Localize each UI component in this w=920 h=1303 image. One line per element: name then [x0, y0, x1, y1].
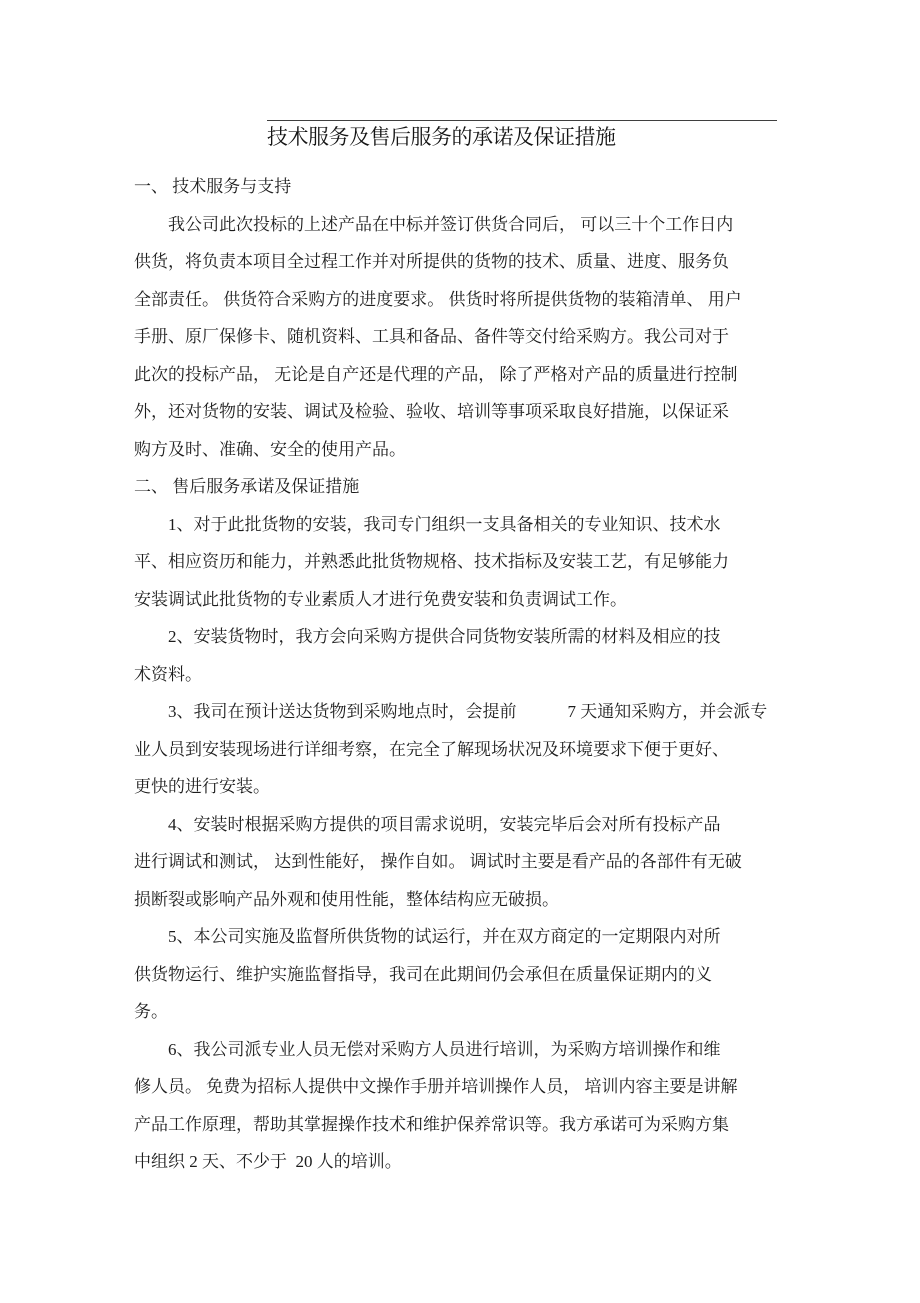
document-line: 业人员到安装现场进行详细考察，在完全了解现场状况及环境要求下便于更好、	[134, 739, 729, 759]
document-title: 技术服务及售后服务的承诺及保证措施	[267, 125, 616, 149]
document-line: 产品工作原理，帮助其掌握操作技术和维护保养常识等。我方承诺可为采购方集	[134, 1114, 729, 1134]
document-line: 外，还对货物的安装、调试及检验、验收、培训等事项采取良好措施，以保证采	[134, 402, 729, 421]
document-line: 安装调试此批货物的专业素质人才进行免费安装和负责调试工作。	[134, 589, 627, 609]
document-line: 平、相应资历和能力，并熟悉此批货物规格、技术指标及安装工艺，有足够能力	[134, 552, 729, 571]
document-line: 损断裂或影响产品外观和使用性能，整体结构应无破损。	[134, 889, 559, 909]
document-line: 4、安装时根据采购方提供的项目需求说明，安装完毕后会对所有投标产品	[168, 814, 721, 834]
document-line: 购方及时、准确、安全的使用产品。	[134, 439, 406, 459]
document-line: 5、本公司实施及监督所供货物的试运行，并在双方商定的一定期限内对所	[168, 927, 721, 946]
document-line: 更快的进行安装。	[134, 777, 270, 796]
document-line: 全部责任。 供货符合采购方的进度要求。 供货时将所提供货物的装箱清单、 用户	[134, 289, 742, 309]
document-body	[134, 168, 794, 1181]
document-line: 此次的投标产品， 无论是自产还是代理的产品， 除了严格对产品的质量进行控制	[134, 364, 738, 384]
document-line: 2、安装货物时，我方会向采购方提供合同货物安装所需的材料及相应的技	[168, 627, 721, 646]
document-line: 进行调试和测试， 达到性能好， 操作自如。 调试时主要是看产品的各部件有无破	[134, 852, 742, 871]
document-line: 修人员。 免费为招标人提供中文操作手册并培训操作人员， 培训内容主要是讲解	[134, 1077, 738, 1096]
document-line: 中组织 2 天、不少于 20 人的培训。	[134, 1152, 402, 1171]
document-line: 供货，将负责本项目全过程工作并对所提供的货物的技术、质量、进度、服务负	[134, 252, 729, 271]
title-top-rule	[267, 120, 777, 121]
document-line: 二、 售后服务承诺及保证措施	[134, 477, 360, 496]
document-line: 6、我公司派专业人员无偿对采购方人员进行培训，为采购方培训操作和维	[168, 1039, 721, 1059]
document-line: 我公司此次投标的上述产品在中标并签订供货合同后， 可以三十个工作日内	[168, 214, 734, 234]
document-line: 手册、原厂保修卡、随机资料、工具和备品、备件等交付给采购方。我公司对于	[134, 327, 729, 346]
document-line: 3、我司在预计送达货物到采购地点时，会提前 7 天通知采购方，并会派专	[168, 702, 768, 721]
document-line: 务。	[134, 1002, 168, 1021]
document-line: 1、对于此批货物的安装，我司专门组织一支具备相关的专业知识、技术水	[168, 514, 721, 534]
document-line: 供货物运行、维护实施监督指导，我司在此期间仍会承但在质量保证期内的义	[134, 964, 712, 984]
document-line: 一、 技术服务与支持	[134, 177, 292, 196]
document-line: 术资料。	[134, 664, 202, 684]
